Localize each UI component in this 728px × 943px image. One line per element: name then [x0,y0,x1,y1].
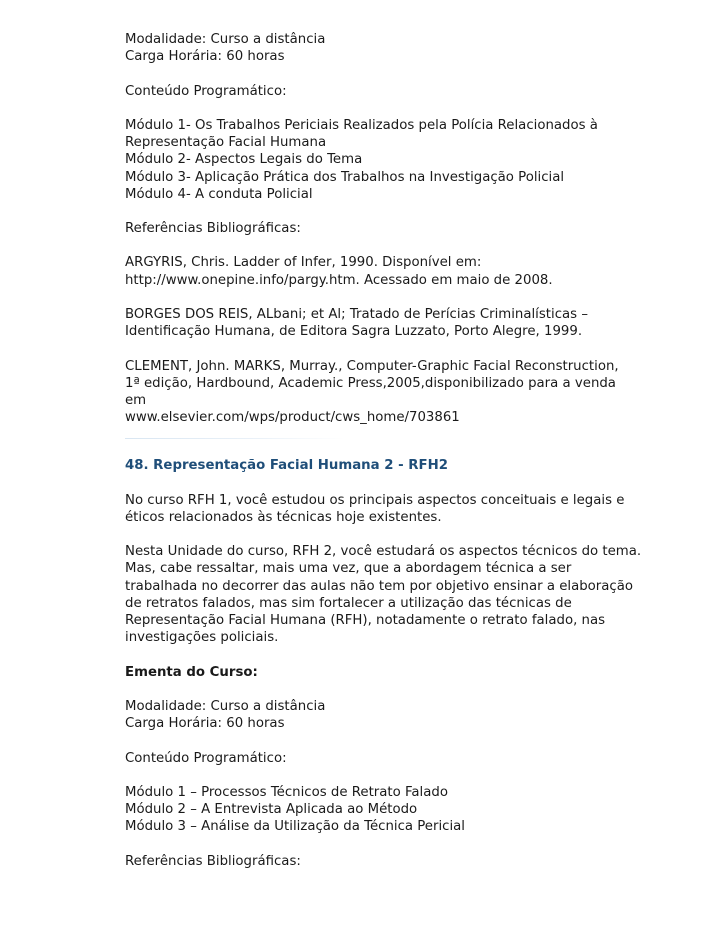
referencias-label: Referências Bibliográficas: [125,221,301,237]
paragraph-line: Representação Facial Humana (RFH), notadamente o retrato falado, nas [125,613,606,628]
modulo-line: Representação Facial Humana [125,135,327,151]
reference-line: ARGYRIS, Chris. Ladder of Infer, 1990. Disponível em: [125,255,482,271]
carga-horaria-text: Carga Horária: 60 horas [125,716,285,732]
reference-line: CLEMENT, John. MARKS, Murray., Computer-Graphic Facial Reconstruction, [125,358,619,374]
reference-line: www.elsevier.com/wps/product/cws_home/703861 [125,410,460,426]
paragraph-line: trabalhada no decorrer das aulas não tem por objetivo ensinar a elaboração [125,578,634,594]
document-page [125,31,665,870]
section-divider [125,438,345,439]
modulo-line: Módulo 1- Os Trabalhos Periciais Realizados pela Polícia Relacionados à [125,117,598,133]
reference-line: http://www.onepine.info/pargy.htm. Acessado em maio de 2008. [125,272,553,288]
paragraph-line: de retratos falados, mas sim fortalecer a utilização das técnicas de [125,595,572,611]
modulo-line: Módulo 2- Aspectos Legais do Tema [125,152,363,168]
section-title: 48. Representação Facial Humana 2 - RFH2 [125,458,448,474]
modalidade-text: Modalidade: Curso a distância [125,698,326,714]
carga-horaria-text: Carga Horária: 60 horas [125,49,285,65]
reference-line: Identificação Humana, de Editora Sagra Luzzato, Porto Alegre, 1999. [125,324,583,340]
paragraph-line: investigações policiais. [125,630,279,646]
conteudo-label: Conteúdo Programático: [125,750,287,766]
conteudo-label: Conteúdo Programático: [125,83,287,99]
reference-line: BORGES DOS REIS, ALbani; et Al; Tratado de Perícias Criminalísticas – [125,307,588,322]
reference-line: em [125,392,147,408]
referencias-label: Referências Bibliográficas: [125,853,301,869]
modulo-line: Módulo 4- A conduta Policial [125,186,313,202]
modulo-line: Módulo 3- Aplicação Prática dos Trabalhos na Investigação Policial [125,169,565,185]
modulo-line: Módulo 1 – Processos Técnicos de Retrato Falado [125,784,448,800]
paragraph-line: Mas, cabe ressaltar, mais uma vez, que a abordagem técnica a ser [125,561,572,577]
ementa-label: Ementa do Curso: [125,664,258,680]
paragraph-line: Nesta Unidade do curso, RFH 2, você estudará os aspectos técnicos do tema. [125,544,642,560]
intro-line: No curso RFH 1, você estudou os principais aspectos conceituais e legais e [125,492,625,508]
modalidade-text: Modalidade: Curso a distância [125,32,326,47]
intro-line: éticos relacionados às técnicas hoje existentes. [125,509,442,525]
modulo-line: Módulo 2 – A Entrevista Aplicada ao Método [125,802,418,818]
reference-line: 1ª edição, Hardbound, Academic Press,2005,disponibilizado para a venda [125,375,616,391]
modulo-line: Módulo 3 – Análise da Utilização da Técnica Pericial [125,819,465,835]
